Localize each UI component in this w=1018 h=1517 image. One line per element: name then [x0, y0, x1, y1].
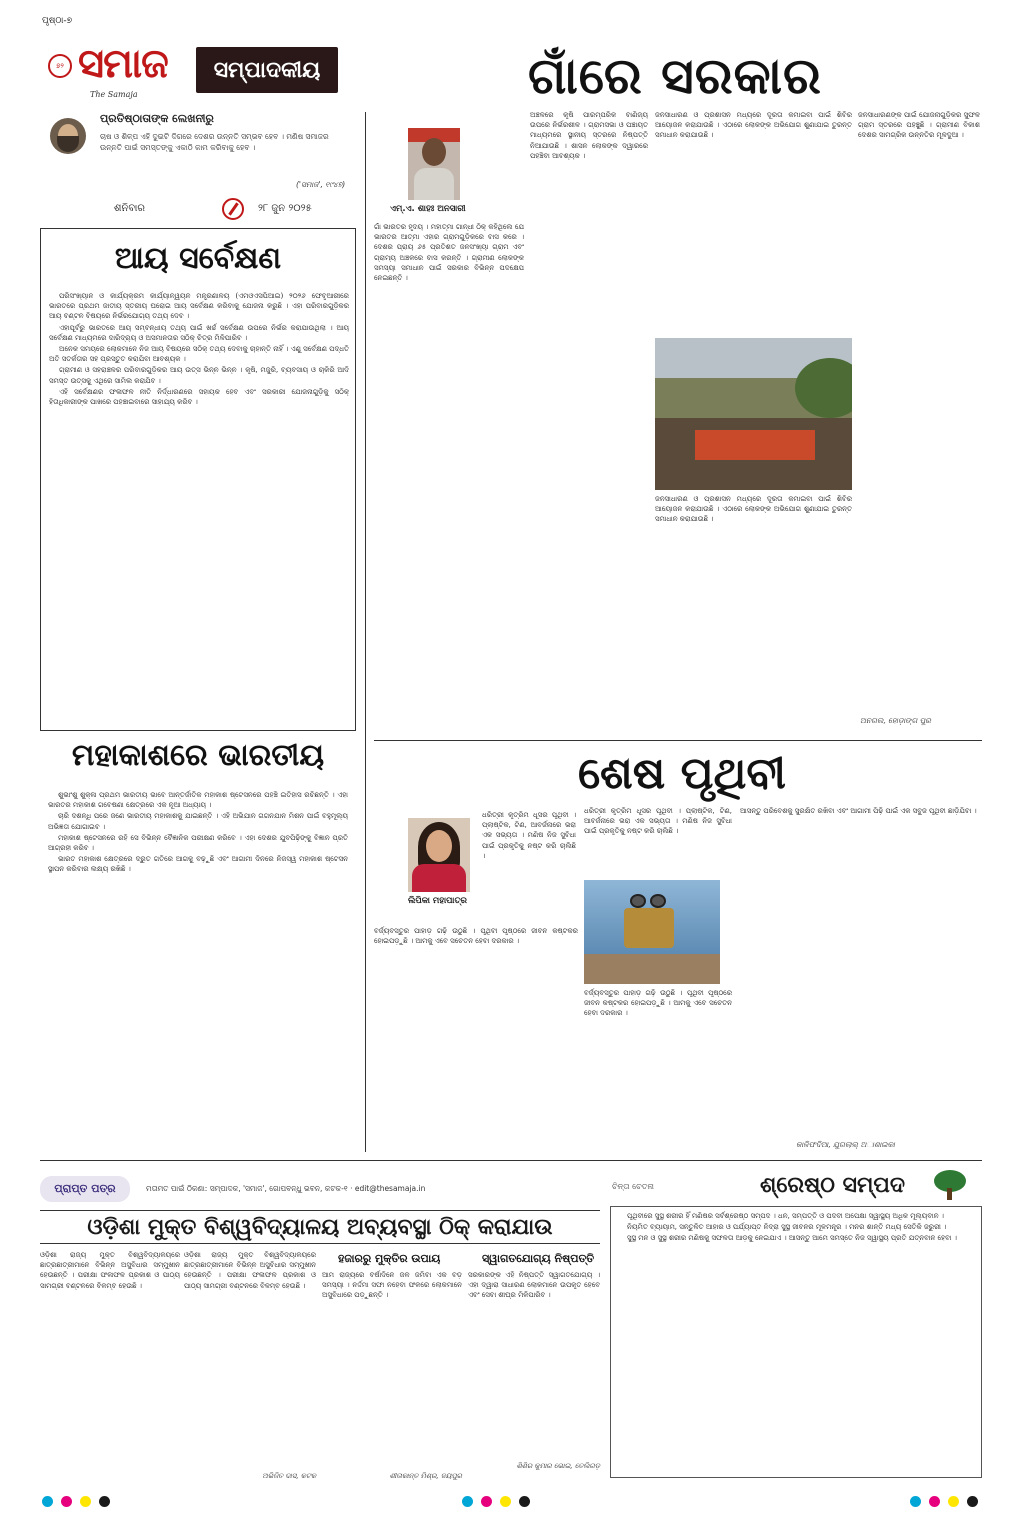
registration-marks-right	[910, 1496, 978, 1508]
letter-body: ଓଡ଼ିଶା ରାଜ୍ୟ ମୁକ୍ତ ବିଶ୍ୱବିଦ୍ୟାଳୟରେ ଛାତ୍ରଛାତ୍ରୀମାନେ ବିଭିନ୍ନ ଅସୁବିଧାର ସମ୍ମୁଖୀନ ହେଉଛନ୍ତି । ପରୀକ୍ଷା ଫଳାଫଳ ପ୍ରକାଶ ଓ ପାଠ୍ୟ ସାମଗ୍ରୀ ବଣ୍ଟନରେ ବିଳମ୍ବ ହେଉଛି ।	[40, 1251, 180, 1290]
letters-headline: ଓଡ଼ିଶା ମୁକ୍ତ ବିଶ୍ୱବିଦ୍ୟାଳୟ ଅବ୍ୟବସ୍ଥା ଠିକ୍ କରାଯାଉ	[40, 1210, 600, 1244]
paragraph: ଶୁଭାଂଶୁ ଶୁକ୍ଳା ପ୍ରଥମ ଭାରତୀୟ ଭାବେ ଆନ୍ତର୍ଜାତିକ ମହାକାଶ ଷ୍ଟେସନରେ ପହଞ୍ଚି ଇତିହାସ ରଚିଛନ୍ତି । ଏହା ଭାରତର ମହାକାଶ ଗବେଷଣା କ୍ଷେତ୍ରରେ ଏକ ନୂଆ ଅଧ୍ୟାୟ ।	[48, 791, 348, 810]
paragraph: ଏହି ସର୍ବେକ୍ଷଣର ଫଳାଫଳ ନୀତି ନିର୍ଦ୍ଧାରଣରେ ସହାୟକ ହେବ ଏବଂ ସରକାରୀ ଯୋଜନାଗୁଡ଼ିକୁ ସଠିକ୍ ହିତାଧିକାରୀଙ୍କ ପାଖରେ ପହଞ୍ଚାଇବାରେ ସାହାଯ୍ୟ କରିବ ।	[49, 387, 349, 407]
yellow-dot-icon	[948, 1496, 959, 1507]
quote-source: ('ସମାଜ', ୧୯୪୭)	[296, 180, 346, 189]
article-column: ଆସନ୍ତୁ ପରିବେଶକୁ ସୁରକ୍ଷିତ ରଖିବା ଏବଂ ଆଗାମୀ ପିଢ଼ି ପାଇଁ ଏକ ସବୁଜ ପୃଥିବୀ ଛାଡ଼ିଯିବା ।	[740, 807, 977, 815]
paragraph: ଗ୍ରାମୀଣ ଓ ସହରାଞ୍ଚଳର ପରିବାରଗୁଡ଼ିକର ଆୟ ଉତ୍ସ ଭିନ୍ନ ଭିନ୍ନ । କୃଷି, ମଜୁରି, ବ୍ୟବସାୟ ଓ ଚାକିରି ଆଦି ସମସ୍ତ ଉତ୍ସକୁ ଏଥିରେ ସାମିଲ କରାଯିବ ।	[49, 366, 349, 385]
dateline-date: ୨୮ ଜୁନ ୨୦୨୫	[258, 203, 312, 214]
black-dot-icon	[967, 1496, 978, 1507]
column-title: ଶ୍ରେଷ୍ଠ ସମ୍ପଦ	[760, 1172, 906, 1198]
paragraph: ଏହାପୂର୍ବରୁ ଭାରତରେ ଆୟ ସମ୍ବନ୍ଧୀୟ ତଥ୍ୟ ପାଇଁ ଖର୍ଚ୍ଚ ସର୍ବେକ୍ଷଣ ଉପରେ ନିର୍ଭର କରାଯାଉଥିଲା । ଆୟ ସର୍ବେକ୍ଷଣ ମାଧ୍ୟମରେ ଦାରିଦ୍ର୍ୟ ଓ ଅସମାନତାର ସଠିକ୍ ଚିତ୍ର ମିଳିପାରିବ ।	[49, 323, 349, 342]
paragraph: ଚାରି ଦଶନ୍ଧି ପରେ ଜଣେ ଭାରତୀୟ ମହାକାଶକୁ ଯାଇଛନ୍ତି । ଏହି ଅଭିଯାନ ଗଗନଯାନ ମିଶନ ପାଇଁ ବହୁମୂଲ୍ୟ ଅଭିଜ୍ଞତା ଯୋଗାଇବ ।	[48, 812, 348, 831]
article-column: ଧରିତ୍ରୀ କୃତ୍ରିମ ଧୂସର ପୃଥିବୀ । ପ୍ଲାଷ୍ଟିକ, ଟିଣ, ଆବର୍ଜନାରେ ଭରା ଏକ ସଭ୍ୟତା । ମଣିଷ ନିଜ ସୁବିଧା ପାଇଁ ପ୍ରକୃତିକୁ ନଷ୍ଟ କରି ଚାଲିଛି ।	[482, 811, 576, 860]
founder-avatar	[50, 118, 86, 154]
magenta-dot-icon	[929, 1496, 940, 1507]
editorial-body	[48, 790, 348, 1148]
editorial-body	[49, 291, 349, 727]
paragraph: ଭାରତ ମହାକାଶ କ୍ଷେତ୍ରରେ ଦ୍ରୁତ ଗତିରେ ଆଗକୁ ବଢ଼ୁଛି ଏବଂ ଆଗାମୀ ଦିନରେ ନିଜସ୍ୱ ମହାକାଶ ଷ୍ଟେସନ ସ୍ଥାପନ କରିବାର ଲକ୍ଷ୍ୟ ରଖିଛି ।	[48, 855, 348, 874]
dateline	[40, 198, 356, 222]
article-headline: ଶେଷ ପୃଥିବୀ	[578, 748, 786, 799]
article-column: ଜନସାଧାରଣଙ୍କ ପାଇଁ ଯୋଜନାଗୁଡ଼ିକର ସୁଫଳ ଗ୍ରାମ ସ୍ତରରେ ପହଞ୍ଚୁଛି । ଗ୍ରାମୀଣ ବିକାଶ ଦେଶର ସାମଗ୍ରିକ ଉନ୍ନତିର ମୂଳଦୁଆ ।	[858, 111, 980, 140]
logo-badge-icon: ୭୨	[48, 54, 72, 78]
best-news-box	[610, 1206, 982, 1478]
black-dot-icon	[99, 1496, 110, 1507]
author-photo	[408, 818, 470, 892]
column-label: ଚିନ୍ତା ଚେତନା	[612, 1182, 654, 1191]
yellow-dot-icon	[80, 1496, 91, 1507]
magenta-dot-icon	[481, 1496, 492, 1507]
letter-title: ହଜାରରୁ ମୁକ୍ତିର ଉପାୟ	[338, 1252, 441, 1265]
section-divider	[374, 740, 982, 741]
author-name: ଏମ୍.ଏ. ଶାହଃ ଅନସାରୀ	[390, 204, 466, 214]
article-signature: କାଳିଫଦିଆ, ଯୁଗଲାଲ୍ ଅାଶାଇକା	[796, 1140, 895, 1149]
article-column: ବର୍ଜ୍ୟବସ୍ତୁର ପାହାଡ଼ ଗଢ଼ି ଉଠୁଛି । ପୃଥିବୀ ପୃଷ୍ଠରେ ଜୀବନ କଷ୍ଟକର ହୋଇପଡ଼ୁଛି । ଆମକୁ ଏବେ ସଚେତନ ହେବା ଦରକାର ।	[374, 927, 578, 946]
editorial-income-survey	[40, 228, 356, 731]
author-name: ଲିପିକା ମହାପାତ୍ର	[408, 896, 467, 906]
editorial-title: ଆୟ ସର୍ବେକ୍ଷଣ	[114, 241, 282, 276]
magenta-dot-icon	[61, 1496, 72, 1507]
newspaper-logo-sub: The Samaja	[90, 90, 138, 99]
registration-marks-center	[462, 1496, 530, 1508]
paragraph: ପୃଥିବୀରେ ସୁସ୍ଥ ଶରୀର ହିଁ ମଣିଷର ସର୍ବଶ୍ରେଷ୍ଠ ସମ୍ପଦ । ଧନ, ସମ୍ପତ୍ତି ଓ ପଦବୀ ଅପେକ୍ଷା ସ୍ୱାସ୍ଥ୍ୟ ଅଧିକ ମୂଲ୍ୟବାନ ।	[627, 1212, 944, 1220]
article-column: ବର୍ଜ୍ୟବସ୍ତୁର ପାହାଡ଼ ଗଢ଼ି ଉଠୁଛି । ପୃଥିବୀ ପୃଷ୍ଠରେ ଜୀବନ କଷ୍ଟକର ହୋଇପଡ଼ୁଛି । ଆମକୁ ଏବେ ସଚେତନ ହେବା ଦରକାର ।	[584, 989, 732, 1018]
article-signature: ଅନଗଲ, ହୋଡ଼ାଙ୍ଗ ପୁର	[860, 716, 931, 725]
pen-icon	[222, 198, 244, 220]
paragraph: ସୁସ୍ଥ ମନ ଓ ସୁସ୍ଥ ଶରୀର ମଣିଷକୁ ସଫଳତା ଆଡ଼କୁ ନେଇଯାଏ । ଆସନ୍ତୁ ଆମେ ସମସ୍ତେ ନିଜ ସ୍ୱାସ୍ଥ୍ୟ ପ୍ରତି ଯତ୍ନବାନ ହେବା ।	[627, 1234, 957, 1243]
letter-signature: ଶୀତାକାନ୍ତ ମିଶ୍ର, ଜୟପୁର	[389, 1472, 462, 1480]
editorial-space	[40, 732, 356, 1152]
paragraph: ପରିସଂଖ୍ୟାନ ଓ କାର୍ଯ୍ୟକ୍ରମ କାର୍ଯ୍ୟାନ୍ୱୟନ ମନ୍ତ୍ରଣାଳୟ (ଏମଓଏସପିଆଇ) ୨୦୨୬ ଫେବୃଆରୀରେ ଭାରତରେ ପ୍ରଥମ ଜାତୀୟ ସ୍ତରୀୟ ଘରୋଇ ଆୟ ସର୍ବେକ୍ଷଣ କରିବାକୁ ଯୋଜନା କରୁଛି । ଏହା ପରିବାରଗୁଡ଼ିକର ଆୟ ବଣ୍ଟନ ବିଷୟରେ ନିର୍ଭରଯୋଗ୍ୟ ତଥ୍ୟ ଦେବ ।	[49, 292, 349, 321]
quote-heading: ପ୍ରତିଷ୍ଠାତାଙ୍କ ଲେଖନୀରୁ	[100, 112, 214, 125]
quote-body: ଚାଷ ଓ ଶିଳ୍ପ ଏହି ଦୁଇଟି ଦିଗରେ ଦେଶର ଉନ୍ନତି ସମ୍ଭବ ହେବ । ମଣିଷ ସମାଜର ଉନ୍ନତି ପାଇଁ ସମସ୍ତଙ୍କୁ ଏକାଠି କାମ କରିବାକୁ ହେବ ।	[100, 132, 329, 152]
letter-signature: ଅଭିଜିତ ଦାସ, କଟକ	[262, 1472, 316, 1480]
article-headline: ଗାଁରେ ସରକାର	[528, 46, 822, 105]
letter-signature: ଶିଶିର କୁମାର ଭୋଇ, ତେଲିଗଡ଼	[516, 1462, 600, 1470]
paragraph: ନିୟମିତ ବ୍ୟାୟାମ, ସନ୍ତୁଳିତ ଆହାର ଓ ପର୍ଯ୍ୟାପ୍ତ ନିଦ୍ରା ସୁସ୍ଥ ଜୀବନର ମୂଳମନ୍ତ୍ର । ମନର ଶାନ୍ତି ମଧ୍ୟ ସେତିକି ଜରୁରୀ ।	[627, 1223, 947, 1232]
letter-body: ଓଡ଼ିଶା ରାଜ୍ୟ ମୁକ୍ତ ବିଶ୍ୱବିଦ୍ୟାଳୟରେ ଛାତ୍ରଛାତ୍ରୀମାନେ ବିଭିନ୍ନ ଅସୁବିଧାର ସମ୍ମୁଖୀନ ହେଉଛନ୍ତି । ପରୀକ୍ଷା ଫଳାଫଳ ପ୍ରକାଶ ଓ ପାଠ୍ୟ ସାମଗ୍ରୀ ବଣ୍ଟନରେ ବିଳମ୍ବ ହେଉଛି ।	[184, 1251, 316, 1290]
newspaper-logo: ସମାଜ	[78, 40, 168, 87]
article-column: ଅଞ୍ଚଳରେ କୃଷି ପାରମ୍ପରିକ ବାଣିଜ୍ୟ ଉପରେ ନିର୍ଭରଶୀଳ । ଗ୍ରାମସଭା ଓ ପଞ୍ଚାୟତ ମାଧ୍ୟମରେ ସ୍ଥାନୀୟ ସ୍ତରରେ ନିଷ୍ପତ୍ତି ନିଆଯାଉଛି । ଶାସନ ଲୋକଙ୍କ ଦ୍ୱାରରେ ପହଞ୍ଚିବା ଆବଶ୍ୟକ ।	[530, 111, 648, 160]
article-column: ଜନସାଧାରଣ ଓ ପ୍ରଶାସନ ମଧ୍ୟରେ ଦୂରତା କମାଇବା ପାଇଁ ଶିବିର ଆୟୋଜନ କରାଯାଉଛି । ଏଠାରେ ଲୋକଙ୍କ ଅଭିଯୋଗ ଶୁଣାଯାଇ ତୁରନ୍ତ ସମାଧାନ କରାଯାଉଛି ।	[655, 111, 852, 140]
tree-icon	[932, 1170, 968, 1200]
letters-bar	[40, 1176, 600, 1202]
section-divider	[40, 1160, 982, 1161]
editorial-title: ମହାକାଶରେ ଭାରତୀୟ	[71, 738, 325, 773]
robot-illustration	[584, 880, 720, 984]
cyan-dot-icon	[42, 1496, 53, 1507]
dateline-day: ଶନିବାର	[114, 203, 146, 214]
page-number: ପୃଷ୍ଠା-୭	[42, 16, 73, 26]
author-photo	[408, 128, 460, 200]
section-title: ସମ୍ପାଦକୀୟ	[196, 47, 338, 93]
cyan-dot-icon	[910, 1496, 921, 1507]
letter-title: ସ୍ୱାଗତଯୋଗ୍ୟ ନିଷ୍ପତ୍ତି	[482, 1252, 595, 1265]
letters-logo: ପ୍ରାପ୍ତ ପତ୍ର	[40, 1176, 130, 1202]
cyan-dot-icon	[462, 1496, 473, 1507]
black-dot-icon	[519, 1496, 530, 1507]
registration-marks-left	[42, 1496, 110, 1508]
yellow-dot-icon	[500, 1496, 511, 1507]
best-news-body	[617, 1211, 977, 1473]
article-column: ଜନସାଧାରଣ ଓ ପ୍ରଶାସନ ମଧ୍ୟରେ ଦୂରତା କମାଇବା ପାଇଁ ଶିବିର ଆୟୋଜନ କରାଯାଉଛି । ଏଠାରେ ଲୋକଙ୍କ ଅଭିଯୋଗ ଶୁଣାଯାଇ ତୁରନ୍ତ ସମାଧାନ କରାଯାଉଛି ।	[655, 495, 852, 524]
paragraph: ମହାକାଶ ଷ୍ଟେସନରେ ରହି ସେ ବିଭିନ୍ନ ବୈଜ୍ଞାନିକ ପରୀକ୍ଷଣ କରିବେ । ଏହା ଦେଶର ଯୁବପିଢ଼ିଙ୍କୁ ବିଜ୍ଞାନ ପ୍ରତି ଆଗ୍ରହୀ କରିବ ।	[48, 833, 348, 853]
article-column: ଧରିତ୍ରୀ କୃତ୍ରିମ ଧୂସର ପୃଥିବୀ । ପ୍ଲାଷ୍ଟିକ, ଟିଣ, ଆବର୍ଜନାରେ ଭରା ଏକ ସଭ୍ୟତା । ମଣିଷ ନିଜ ସୁବିଧା ପାଇଁ ପ୍ରକୃତିକୁ ନଷ୍ଟ କରି ଚାଲିଛି ।	[584, 807, 732, 836]
paragraph: ଅନେକ ସମୟରେ ଲୋକମାନେ ନିଜ ଆୟ ବିଷୟରେ ସଠିକ୍ ତଥ୍ୟ ଦେବାକୁ ଚାହାନ୍ତି ନାହିଁ । ଏଣୁ ସର୍ବେକ୍ଷଣ ପଦ୍ଧତି ଅତି ସତର୍କତାର ସହ ପ୍ରସ୍ତୁତ କରାଯିବା ଆବଶ୍ୟକ ।	[49, 345, 349, 364]
column-divider	[365, 112, 366, 1152]
village-camp-photo	[655, 338, 852, 490]
letter-body: ସରକାରଙ୍କ ଏହି ନିଷ୍ପତ୍ତି ସ୍ୱାଗତଯୋଗ୍ୟ । ଏହା ଦ୍ୱାରା ସାଧାରଣ ଲୋକମାନେ ଉପକୃତ ହେବେ ଏବଂ ସେବା ଶୀଘ୍ର ମିଳିପାରିବ ।	[468, 1271, 600, 1300]
letters-contact-info: ମତାମତ ପାଇଁ ଠିକଣା: ସମ୍ପାଦକ, 'ସମାଜ', ଗୋପବନ୍ଧୁ ଭବନ, କଟକ-୧ · edit@thesamaja.in	[146, 1184, 426, 1193]
article-column: ଗାଁ ଭାରତର ହୃଦୟ । ମହାତ୍ମା ଗାନ୍ଧୀ ଠିକ୍ କହିଥିଲେ ଯେ ଭାରତର ଆତ୍ମା ଏହାର ଗ୍ରାମଗୁଡ଼ିକରେ ବାସ କରେ । ଦେଶର ପ୍ରାୟ ୬୫ ପ୍ରତିଶତ ଜନସଂଖ୍ୟା ଗ୍ରାମ ଏବଂ ଗ୍ରାମ୍ୟ ଅଞ୍ଚଳରେ ବାସ କରନ୍ତି । ଗ୍ରାମୀଣ ଲୋକଙ୍କ ସମସ୍ୟା ସମାଧାନ ପାଇଁ ସରକାର ବିଭିନ୍ନ ପଦକ୍ଷେପ ନେଇଛନ୍ତି ।	[374, 223, 524, 283]
letter-body: ଆମ ରାଜ୍ୟରେ ବର୍ଷାଦିନେ ଜଳ ଜମିବା ଏକ ବଡ଼ ସମସ୍ୟା । ନର୍ଦ୍ଦମା ସଫା ନହେବା ଫଳରେ ଲୋକମାନେ ଅସୁବିଧାରେ ପଡ଼ୁଛନ୍ତି ।	[322, 1271, 462, 1300]
